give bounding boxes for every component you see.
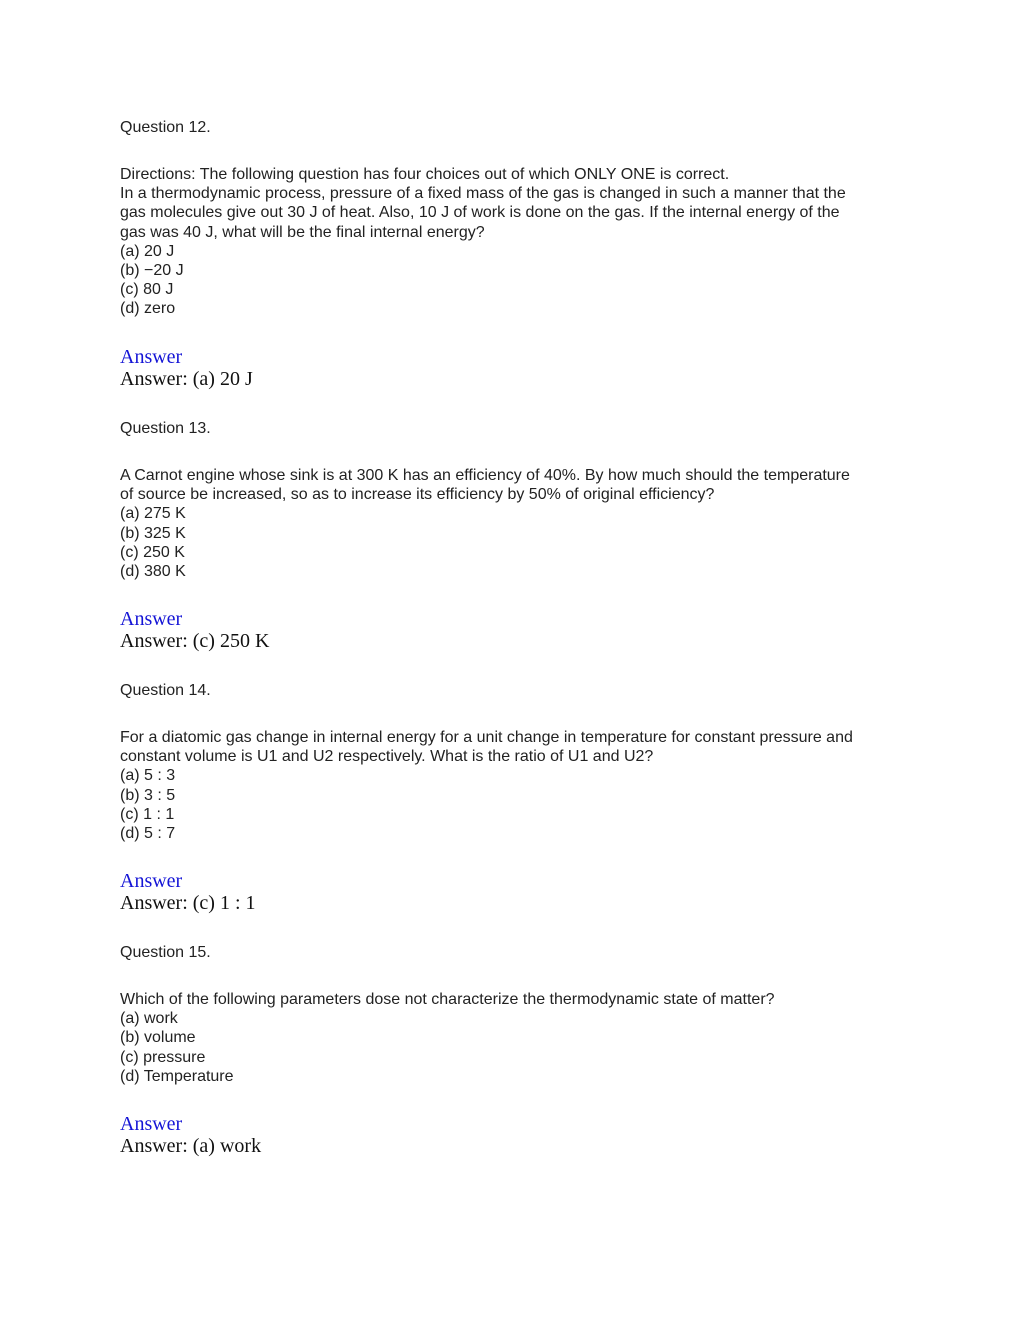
answer-link[interactable]: Answer	[120, 345, 183, 368]
question-text-line: gas molecules give out 30 J of heat. Also, 10 J of work is done on the gas. If the internal energy of the	[120, 204, 840, 222]
question-body	[120, 728, 853, 843]
answer-text: Answer: (a) 20 J	[120, 367, 253, 390]
question-text-line: For a diatomic gas change in internal energy for a unit change in temperature for constant pressure and	[120, 729, 853, 746]
answer-link[interactable]: Answer	[120, 608, 183, 631]
question-body	[120, 466, 850, 581]
question-12	[120, 118, 846, 390]
question-13	[120, 419, 850, 652]
question-heading: Question 15.	[120, 944, 211, 961]
option-b: (b) 3 : 5	[120, 786, 176, 804]
answer-link[interactable]: Answer	[120, 870, 183, 893]
question-text-line: In a thermodynamic process, pressure of a fixed mass of the gas is changed in such a manner that the	[120, 185, 846, 203]
question-body	[120, 165, 846, 319]
question-heading: Question 14.	[120, 682, 211, 699]
option-b: (b) 325 K	[120, 524, 186, 542]
option-a: (a) 275 K	[120, 505, 186, 523]
question-14	[120, 681, 853, 914]
option-a: (a) 5 : 3	[120, 767, 176, 785]
answer-text: Answer: (c) 250 K	[120, 630, 270, 653]
option-a: (a) 20 J	[120, 242, 175, 260]
question-text-line: A Carnot engine whose sink is at 300 K has an efficiency of 40%. By how much should the temperature	[120, 467, 850, 484]
option-c: (c) 80 J	[120, 281, 174, 299]
option-d: (d) Temperature	[120, 1067, 234, 1085]
option-c: (c) pressure	[120, 1048, 206, 1066]
question-text-line: of source be increased, so as to increase its efficiency by 50% of original efficiency?	[120, 486, 715, 504]
answer-text: Answer: (a) work	[120, 1135, 262, 1158]
question-text-line: gas was 40 J, what will be the final internal energy?	[120, 223, 485, 241]
option-a: (a) work	[120, 1010, 178, 1028]
option-d: (d) 5 : 7	[120, 825, 176, 843]
question-body	[120, 990, 775, 1086]
question-heading: Question 13.	[120, 420, 211, 437]
question-15	[120, 943, 775, 1157]
option-d: (d) zero	[120, 300, 176, 318]
option-b: (b) −20 J	[120, 262, 184, 280]
option-c: (c) 1 : 1	[120, 805, 175, 823]
option-c: (c) 250 K	[120, 543, 185, 561]
option-b: (b) volume	[120, 1029, 196, 1047]
question-text-line: constant volume is U1 and U2 respectively. What is the ratio of U1 and U2?	[120, 748, 654, 766]
answer-link[interactable]: Answer	[120, 1113, 183, 1136]
option-d: (d) 380 K	[120, 563, 186, 581]
question-heading: Question 12.	[120, 119, 211, 136]
answer-text: Answer: (c) 1 : 1	[120, 892, 256, 915]
question-text-line: Which of the following parameters dose not characterize the thermodynamic state of matter?	[120, 991, 775, 1008]
question-text-line: Directions: The following question has four choices out of which ONLY ONE is correct.	[120, 166, 730, 183]
